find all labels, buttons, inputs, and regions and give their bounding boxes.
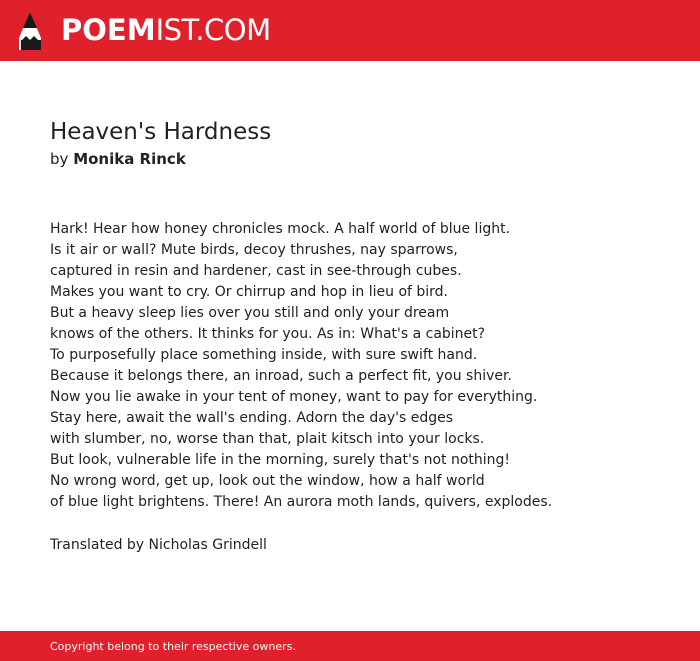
poem-line: Makes you want to cry. Or chirrup and hop in lieu of bird. [50,284,449,300]
site-header [0,0,700,61]
poem-line: Stay here, await the wall's ending. Adorn the day's edges [50,410,454,426]
poem-line: with slumber, no, worse than that, plait kitsch into your locks. [50,431,485,447]
poem-line: Because it belongs there, an inroad, such a perfect fit, you shiver. [50,368,512,384]
poem-line: No wrong word, get up, look out the window, how a half world [50,473,485,489]
poem-line: Hark! Hear how honey chronicles mock. A half world of blue light. [50,221,511,237]
by-label: by [50,150,69,168]
poem-line: captured in resin and hardener, cast in see-through cubes. [50,263,462,279]
author-link[interactable]: Monika Rinck [73,150,186,168]
poem-line: knows of the others. It thinks for you. As in: What's a cabinet? [50,326,486,342]
poem-line: of blue light brightens. There! An aurora moth lands, quivers, explodes. [50,494,553,510]
pencil-icon[interactable] [17,10,43,52]
copyright-text: Copyright belong to their respective owners. [50,640,296,653]
logo-bold-text: POEM [61,13,156,47]
poem-line: But look, vulnerable life in the morning, surely that's not nothing! [50,452,511,468]
translator-credit: Translated by Nicholas Grindell [50,537,267,553]
site-logo[interactable] [61,12,271,48]
poem-byline [50,149,186,169]
poem-line: Is it air or wall? Mute birds, decoy thrushes, nay sparrows, [50,242,458,258]
poem-title: Heaven's Hardness [50,119,272,145]
poem-line: But a heavy sleep lies over you still and only your dream [50,305,450,321]
poem-line: Now you lie awake in your tent of money, want to pay for everything. [50,389,538,405]
poem-body [50,219,670,513]
poem-line: To purposefully place something inside, with sure swift hand. [50,347,478,363]
logo-light-text: IST.COM [155,13,271,47]
site-footer [0,631,700,661]
